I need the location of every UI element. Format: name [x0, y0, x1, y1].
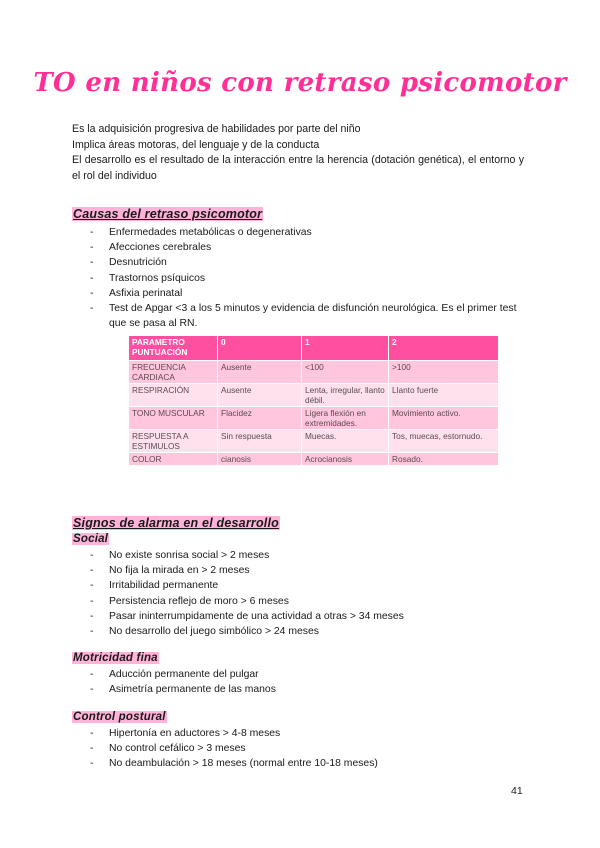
causas-heading-text: Causas del retraso psicomotor: [73, 207, 263, 221]
table-row: [129, 361, 498, 383]
list-item: - No fija la mirada en > 2 meses: [90, 565, 250, 577]
table-cell: Flacidez: [218, 407, 301, 429]
list-item: - Desnutrición: [90, 257, 167, 269]
table-cell: Muecas.: [302, 430, 388, 452]
postural-heading: Control postural: [73, 711, 166, 723]
list-item: - Persistencia reflejo de moro > 6 meses: [90, 595, 289, 607]
motricidad-heading: Motricidad fina: [73, 652, 158, 664]
table-cell: TONO MUSCULAR: [129, 407, 217, 429]
list-item: - Aducción permanente del pulgar: [90, 669, 259, 680]
table-row: [129, 384, 498, 406]
table-header: PARAMETRO PUNTUACIÓN: [129, 336, 217, 360]
signos-heading-text: Signos de alarma en el desarrollo: [73, 516, 279, 530]
list-item: - Asimetría permanente de las manos: [90, 684, 276, 696]
table-cell: Ausente: [218, 361, 301, 383]
intro-line: Implica áreas motoras, del lenguaje y de la conducta: [72, 138, 320, 151]
list-item: - Hipertonía en aductores > 4-8 meses: [90, 728, 281, 739]
table-cell: Ausente: [218, 384, 301, 406]
table-row: [129, 407, 498, 429]
table-cell: >100: [389, 361, 498, 383]
table-header: 1: [302, 336, 388, 360]
table-cell: Llanto fuerte: [389, 384, 498, 406]
list-item: - Asfixia perinatal: [90, 287, 183, 299]
list-item: - No existe sonrisa social > 2 meses: [90, 550, 270, 561]
intro-line: El desarrollo es el resultado de la interacción entre la herencia (dotación genética), el entorno y el rol del individuo: [72, 154, 524, 182]
page-number: 41: [511, 785, 523, 797]
table-cell: Tos, muecas, estornudo.: [389, 430, 498, 452]
table-cell: FRECUENCIA CARDIACA: [129, 361, 217, 383]
list-item: - No deambulación > 18 meses (normal entre 10-18 meses): [90, 758, 378, 770]
list-item: - Irritabilidad permanente: [90, 580, 219, 592]
table-row: [129, 453, 498, 465]
table-cell: <100: [302, 361, 388, 383]
postural-list: [72, 726, 524, 772]
list-item: - Afecciones cerebrales: [90, 242, 212, 254]
social-list: [72, 548, 524, 639]
table-cell: Lenta, irregular, llanto débil.: [302, 384, 388, 406]
intro-paragraph: [72, 122, 524, 184]
table-cell: Sin respuesta: [218, 430, 301, 452]
causas-heading: [72, 207, 263, 221]
table-cell: RESPUESTA A ESTIMULOS: [129, 430, 217, 452]
table-header: 2: [389, 336, 498, 360]
intro-line: Es la adquisición progresiva de habilidades por parte del niño: [72, 123, 361, 135]
table-cell: RESPIRACIÓN: [129, 384, 217, 406]
table-cell: cianosis: [218, 453, 301, 465]
list-item: - No control cefálico > 3 meses: [90, 743, 246, 755]
apgar-table: [128, 335, 499, 466]
table-header: 0: [218, 336, 301, 360]
page-title: TO en niños con retraso psicomotor: [33, 68, 567, 98]
causas-list: [72, 225, 524, 331]
motricidad-list: [72, 667, 524, 697]
table-row: [129, 430, 498, 452]
list-item: - Trastornos psíquicos: [90, 272, 206, 284]
list-item: - No desarrollo del juego simbólico > 24 meses: [90, 626, 319, 638]
table-header-row: [129, 336, 498, 360]
list-item: - Pasar ininterrumpidamente de una actividad a otras > 34 meses: [90, 610, 404, 622]
table-cell: Movimiento activo.: [389, 407, 498, 429]
list-item: - Test de Apgar <3 a los 5 minutos y evidencia de disfunción neurológica. Es el primer test que se pasa al RN.: [90, 303, 517, 330]
list-item: - Enfermedades metabólicas o degenerativas: [90, 227, 312, 238]
signos-heading: [72, 516, 280, 530]
social-heading: Social: [73, 533, 109, 545]
table-cell: Acrocianosis: [302, 453, 388, 465]
table-cell: Rosado.: [389, 453, 498, 465]
table-cell: Ligera flexión en extremidades.: [302, 407, 388, 429]
table-cell: COLOR: [129, 453, 217, 465]
